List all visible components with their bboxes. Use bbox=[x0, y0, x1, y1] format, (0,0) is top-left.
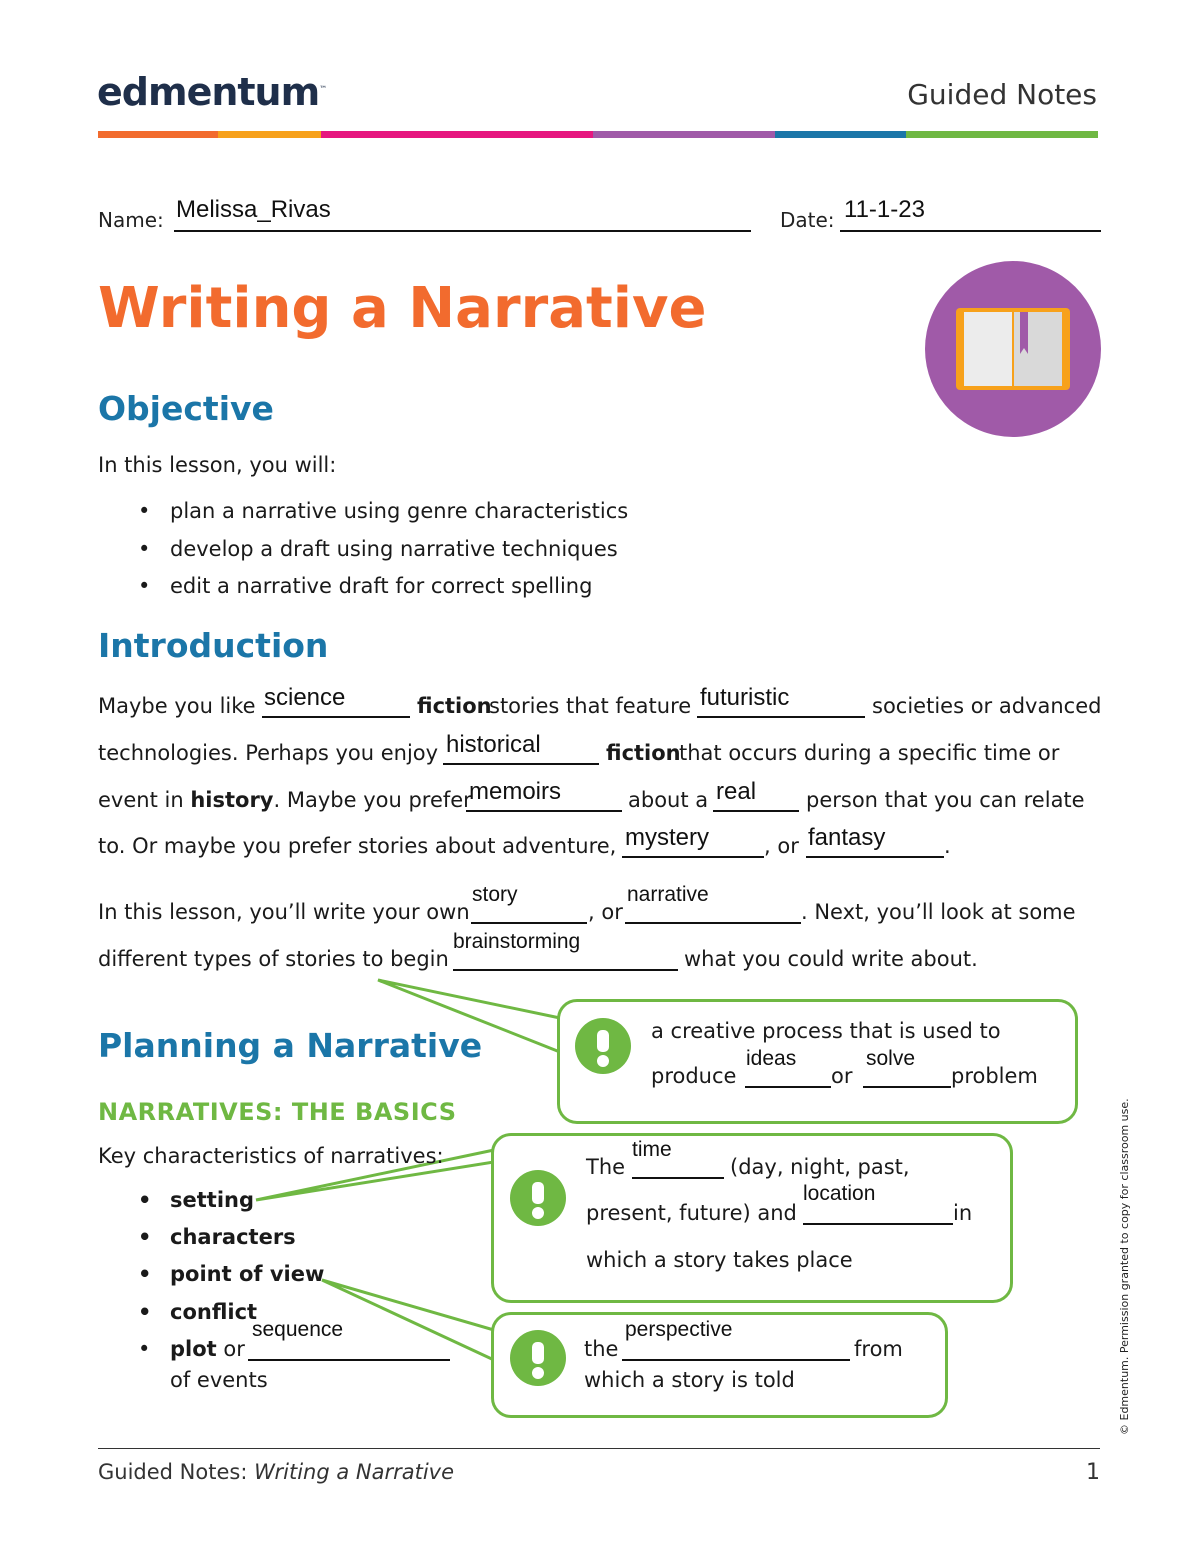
name-label: Name: bbox=[98, 208, 164, 232]
page-number: 1 bbox=[1086, 1460, 1100, 1485]
alert-icon bbox=[510, 1170, 566, 1226]
answer-narrative: narrative bbox=[627, 883, 709, 906]
name-value: Melissa_Rivas bbox=[176, 196, 331, 223]
answer-futuristic: futuristic bbox=[700, 684, 790, 711]
intro-text: . bbox=[944, 834, 951, 858]
callout-text: (day, night, past, bbox=[730, 1155, 910, 1179]
footer-label: Guided Notes: Writing a Narrative bbox=[98, 1460, 455, 1484]
answer-mystery: mystery bbox=[625, 824, 709, 851]
fill-blank[interactable] bbox=[248, 1359, 450, 1361]
answer-perspective: perspective bbox=[625, 1318, 733, 1341]
intro-text: In this lesson, you’ll write your own bbox=[98, 900, 470, 924]
introduction-heading: Introduction bbox=[98, 626, 329, 665]
permission-note: © Edmentum. Permission granted to copy for classroom use. bbox=[1118, 1098, 1131, 1435]
fill-blank[interactable] bbox=[622, 1359, 850, 1361]
edmentum-logo: edmentum™ bbox=[97, 70, 327, 114]
answer-solve: solve bbox=[866, 1047, 916, 1070]
intro-text: Maybe you like bbox=[98, 694, 256, 718]
answer-historical: historical bbox=[446, 731, 541, 758]
alert-icon bbox=[510, 1330, 566, 1386]
list-item: • plan a narrative using genre characteristics bbox=[138, 499, 629, 523]
date-label: Date: bbox=[780, 208, 835, 232]
doc-type-label: Guided Notes bbox=[907, 78, 1097, 111]
callout-text: present, future) and bbox=[586, 1201, 797, 1225]
callout-text: from bbox=[854, 1337, 903, 1361]
intro-text: societies or advanced bbox=[872, 694, 1102, 718]
list-item: • conflict bbox=[138, 1300, 258, 1324]
callout-text: or bbox=[831, 1064, 853, 1088]
page-title: Writing a Narrative bbox=[98, 276, 707, 341]
intro-text: about a bbox=[628, 788, 709, 812]
answer-story: story bbox=[472, 883, 518, 906]
callout-text: which a story is told bbox=[584, 1368, 795, 1392]
fill-blank[interactable] bbox=[745, 1086, 831, 1088]
intro-text: , or bbox=[764, 834, 799, 858]
fill-blank[interactable] bbox=[803, 1223, 953, 1225]
planning-intro: Key characteristics of narratives: bbox=[98, 1144, 444, 1168]
callout-text: produce bbox=[651, 1064, 737, 1088]
answer-science: science bbox=[264, 684, 346, 711]
answer-brainstorming: brainstorming bbox=[453, 930, 581, 953]
list-item: • characters bbox=[138, 1225, 296, 1249]
intro-text: technologies. Perhaps you enjoy bbox=[98, 741, 439, 765]
objective-intro: In this lesson, you will: bbox=[98, 453, 337, 477]
list-item: • develop a draft using narrative techniques bbox=[138, 537, 618, 561]
list-item: • setting bbox=[138, 1188, 254, 1212]
callout-brainstorming bbox=[557, 999, 1078, 1124]
intro-text: what you could write about. bbox=[684, 947, 978, 971]
list-item: • point of view bbox=[138, 1262, 325, 1286]
answer-memoirs: memoirs bbox=[469, 778, 562, 805]
list-item: • plot or bbox=[138, 1337, 245, 1361]
intro-text: to. Or maybe you prefer stories about adventure, bbox=[98, 834, 617, 858]
answer-time: time bbox=[632, 1138, 672, 1161]
answer-fantasy: fantasy bbox=[808, 824, 886, 851]
answer-real: real bbox=[716, 778, 757, 805]
callout-text: the bbox=[584, 1337, 619, 1361]
fill-blank[interactable] bbox=[863, 1086, 951, 1088]
intro-text: different types of stories to begin bbox=[98, 947, 449, 971]
list-item: • edit a narrative draft for correct spelling bbox=[138, 574, 593, 598]
callout-text: problem bbox=[951, 1064, 1038, 1088]
answer-location: location bbox=[803, 1182, 876, 1205]
intro-text: event in history. Maybe you prefer bbox=[98, 788, 472, 812]
objective-heading: Objective bbox=[98, 389, 274, 428]
basics-subheading: NARRATIVES: THE BASICS bbox=[98, 1098, 457, 1126]
intro-text: , or bbox=[588, 900, 623, 924]
date-value: 11-1-23 bbox=[844, 196, 925, 223]
intro-text: fiction bbox=[606, 741, 681, 765]
intro-text: stories that feature bbox=[489, 694, 692, 718]
callout-text: in bbox=[953, 1201, 973, 1225]
callout-text: The bbox=[586, 1155, 626, 1179]
intro-text: fiction bbox=[417, 694, 492, 718]
intro-text: that occurs during a specific time or bbox=[679, 741, 1060, 765]
footer-divider bbox=[98, 1448, 1100, 1449]
intro-text: person that you can relate bbox=[806, 788, 1085, 812]
callout-text: which a story takes place bbox=[586, 1248, 853, 1272]
answer-ideas: ideas bbox=[746, 1047, 797, 1070]
planning-heading: Planning a Narrative bbox=[98, 1026, 483, 1065]
fill-blank[interactable] bbox=[632, 1177, 724, 1179]
intro-text: . Next, you’ll look at some bbox=[801, 900, 1076, 924]
callout-text: a creative process that is used to bbox=[651, 1019, 1001, 1043]
plot-tail-text: of events bbox=[170, 1368, 268, 1392]
answer-sequence: sequence bbox=[252, 1318, 344, 1341]
alert-icon bbox=[575, 1018, 631, 1074]
